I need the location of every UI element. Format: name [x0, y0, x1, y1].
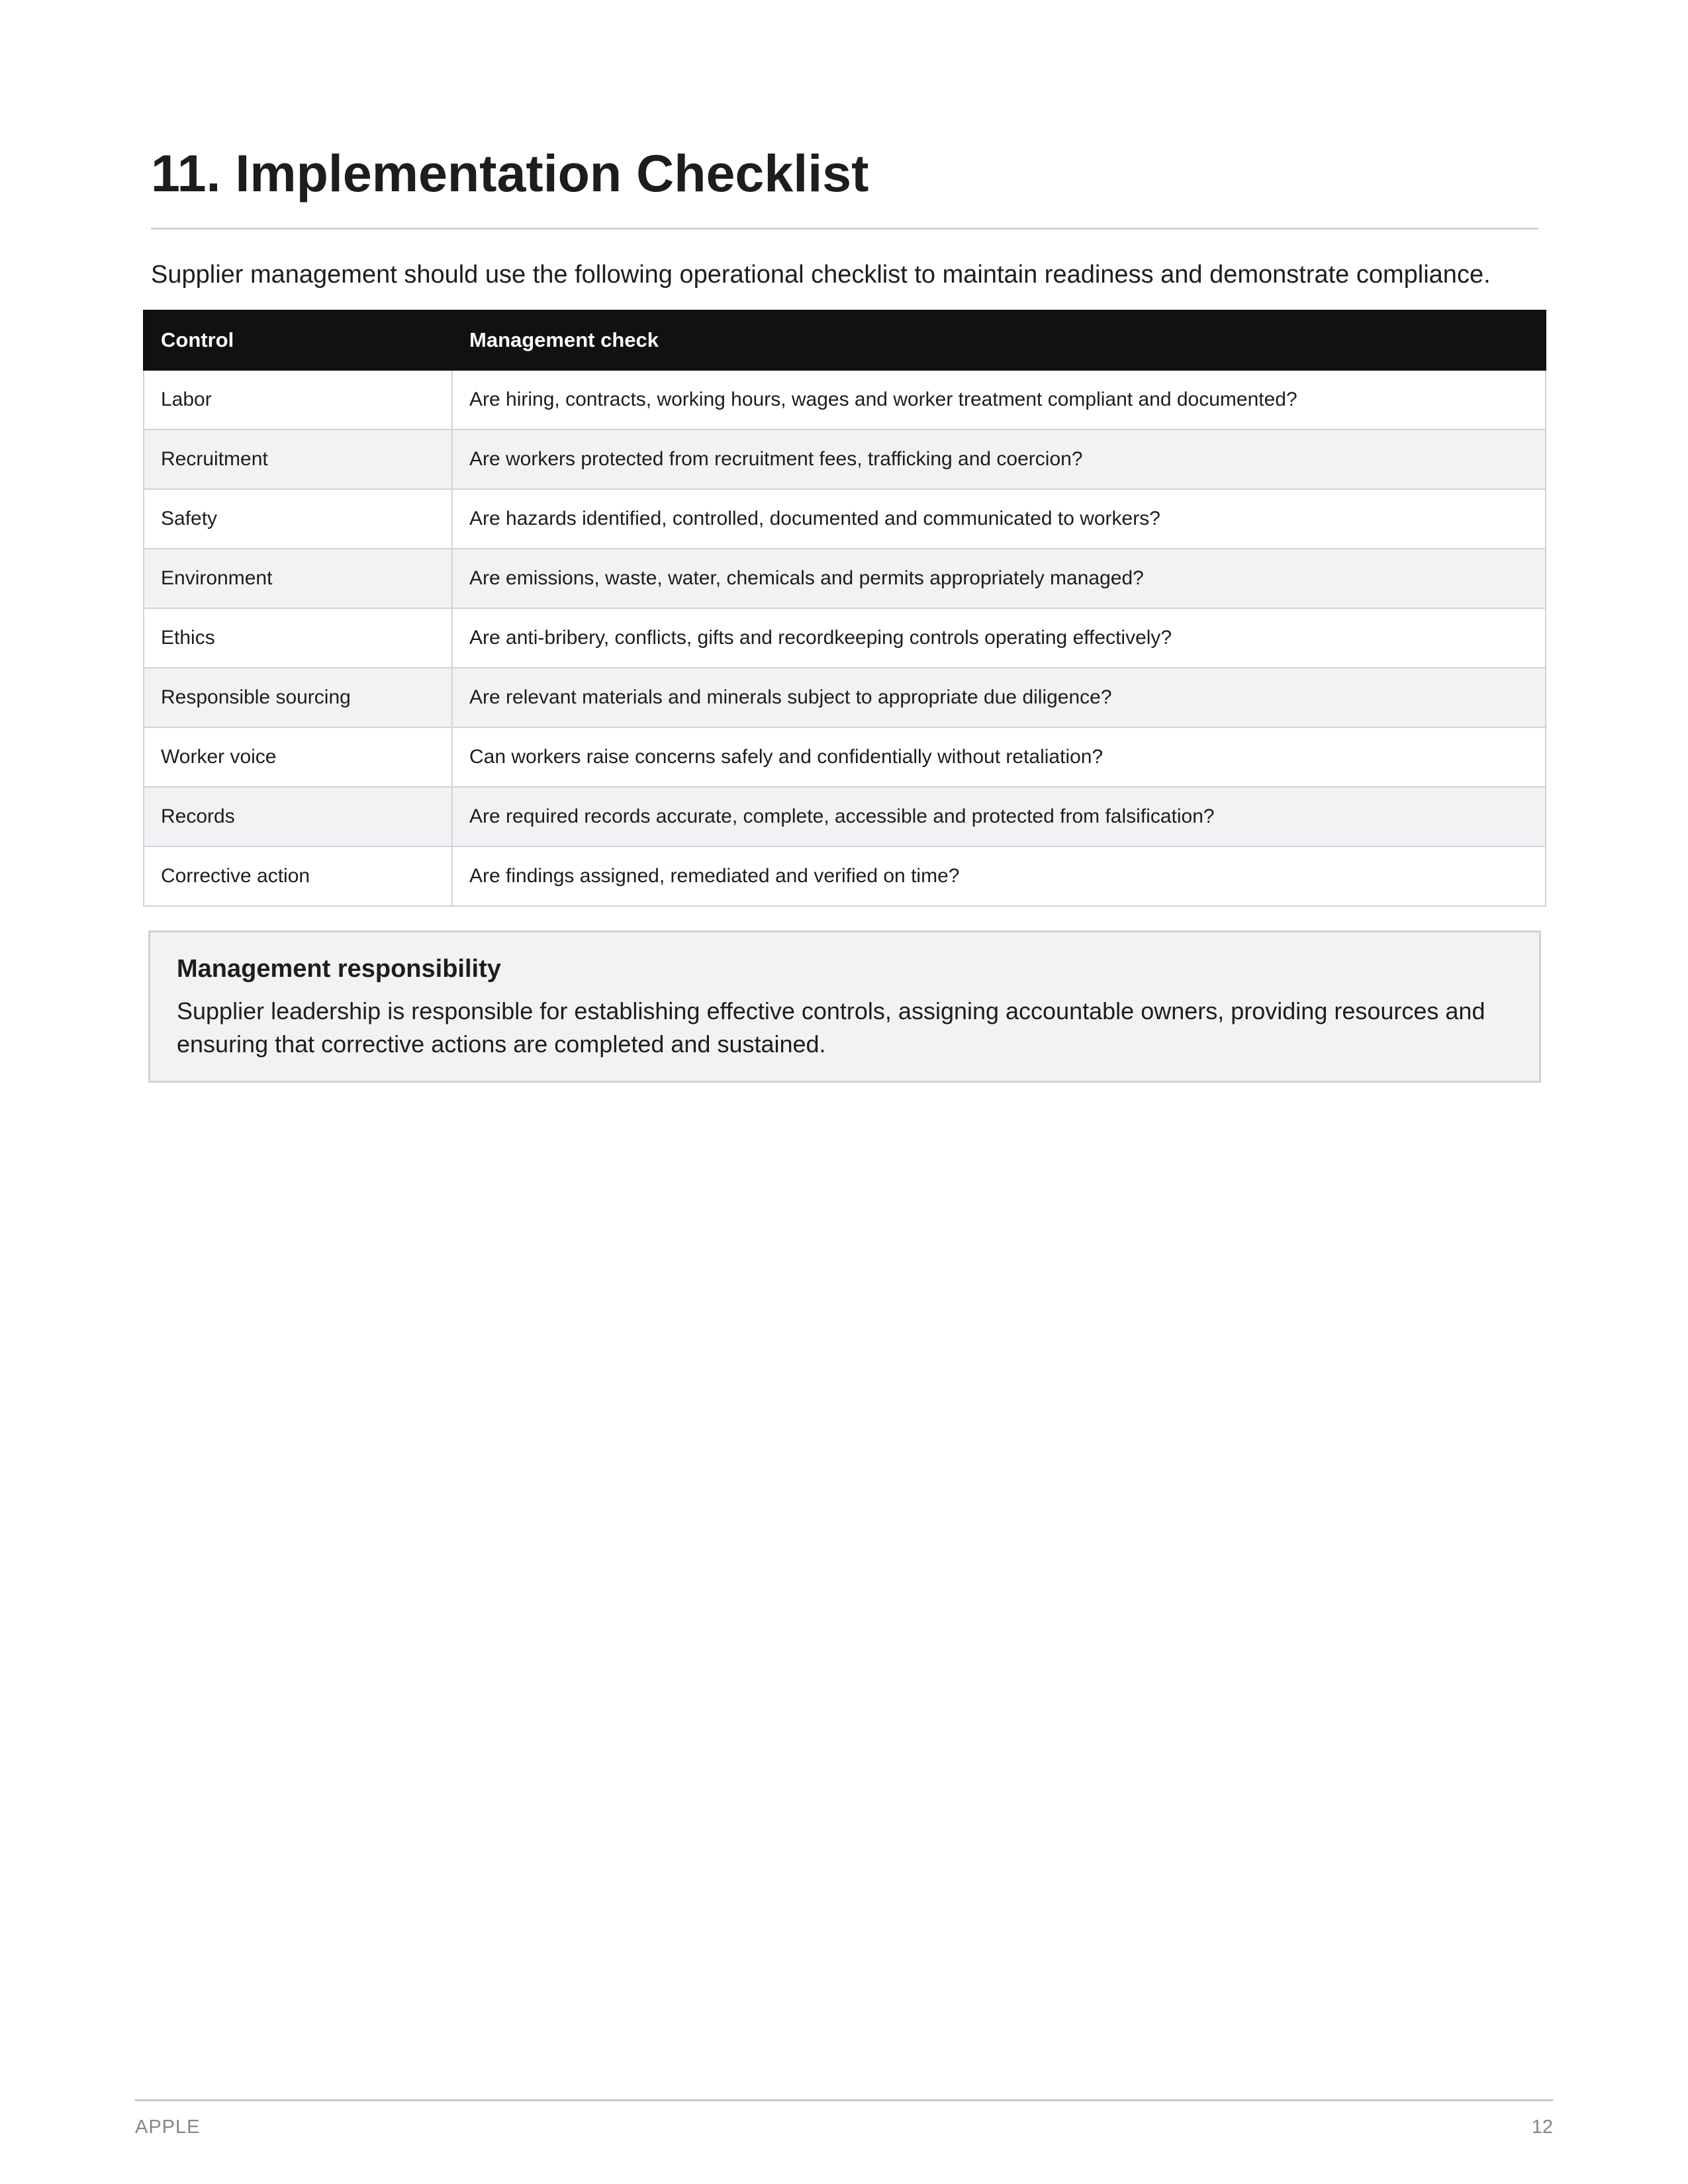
callout-title: Management responsibility — [177, 955, 501, 983]
control-cell: Labor — [144, 370, 452, 430]
table-row — [144, 608, 1546, 668]
footer-company-name: APPLE — [135, 2116, 201, 2138]
column-header-management-check: Management check — [452, 310, 1546, 370]
management-check-cell: Are anti-bribery, conflicts, gifts and recordkeeping controls operating effectively? — [452, 608, 1546, 668]
table-row — [144, 370, 1546, 430]
control-cell: Records — [144, 787, 452, 846]
table-row — [144, 846, 1546, 906]
management-check-cell: Are workers protected from recruitment fees, trafficking and coercion? — [452, 430, 1546, 489]
callout-body: Supplier leadership is responsible for establishing effective controls, assigning accountable owners, providing resources and ensuring that corrective actions are completed and sustained. — [177, 997, 1485, 1058]
management-check-cell: Are required records accurate, complete, accessible and protected from falsification? — [452, 787, 1546, 846]
title-divider — [151, 228, 1538, 230]
table-row — [144, 787, 1546, 846]
table-row — [144, 489, 1546, 549]
control-cell: Recruitment — [144, 430, 452, 489]
table-header — [144, 310, 1546, 370]
page-title: 11. Implementation Checklist — [151, 144, 869, 203]
management-responsibility-callout — [148, 931, 1541, 1083]
checklist-table — [143, 310, 1546, 907]
table-row — [144, 727, 1546, 787]
management-check-cell: Are hazards identified, controlled, documented and communicated to workers? — [452, 489, 1546, 549]
control-cell: Corrective action — [144, 846, 452, 906]
control-cell: Worker voice — [144, 727, 452, 787]
control-cell: Environment — [144, 549, 452, 608]
table-body — [144, 370, 1546, 906]
management-check-cell: Are emissions, waste, water, chemicals and permits appropriately managed? — [452, 549, 1546, 608]
management-check-cell: Can workers raise concerns safely and confidentially without retaliation? — [452, 727, 1546, 787]
management-check-cell: Are findings assigned, remediated and verified on time? — [452, 846, 1546, 906]
column-header-control: Control — [144, 310, 452, 370]
table-row — [144, 668, 1546, 727]
table-row — [144, 549, 1546, 608]
footer-page-number: 12 — [1531, 2116, 1553, 2138]
control-cell: Safety — [144, 489, 452, 549]
intro-paragraph: Supplier management should use the following operational checklist to maintain readiness and demonstrate compliance. — [151, 261, 1491, 289]
control-cell: Responsible sourcing — [144, 668, 452, 727]
management-check-cell: Are relevant materials and minerals subject to appropriate due diligence? — [452, 668, 1546, 727]
management-check-cell: Are hiring, contracts, working hours, wages and worker treatment compliant and documented? — [452, 370, 1546, 430]
control-cell: Ethics — [144, 608, 452, 668]
table-header-row — [144, 310, 1546, 370]
footer-divider — [135, 2099, 1553, 2101]
table-row — [144, 430, 1546, 489]
